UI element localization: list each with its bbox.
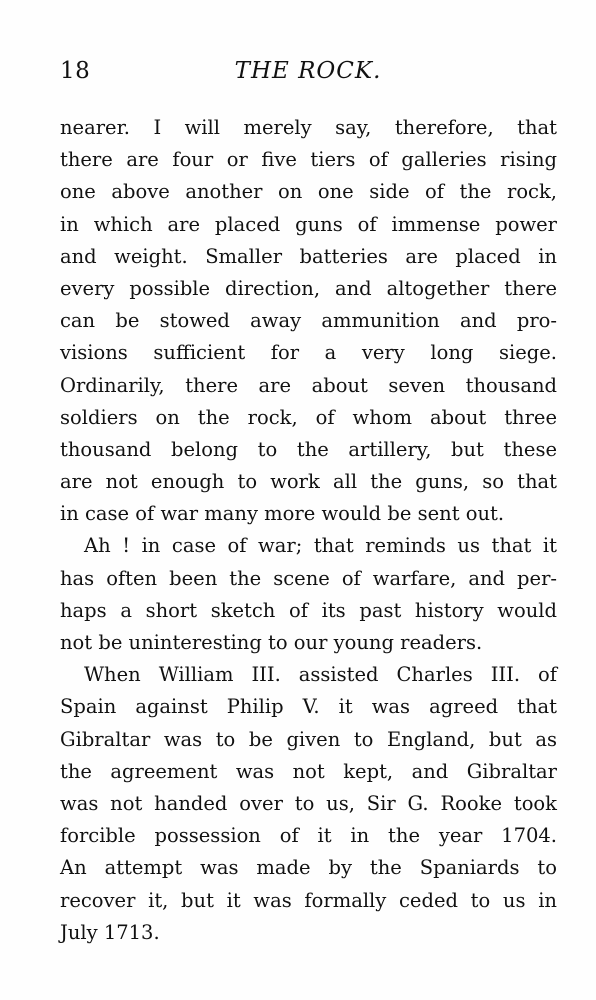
page-header [0, 56, 596, 86]
paragraph [60, 659, 557, 949]
text-line: When William III. assisted Charles III. of [84, 663, 557, 687]
text-line: forcible possession of it in the year 1704. [60, 824, 557, 848]
text-line: Ah ! in case of war; that reminds us that it [84, 534, 557, 558]
text-line: was not handed over to us, Sir G. Rooke took [60, 791, 557, 815]
text-line: one above another on one side of the rock, [60, 180, 557, 204]
paragraph [60, 112, 557, 530]
text-line: in which are placed guns of immense power [60, 212, 557, 236]
text-line: every possible direction, and altogether there [60, 276, 557, 300]
page-number: 18 [60, 58, 91, 84]
body-text [60, 112, 557, 949]
text-line: Ordinarily, there are about seven thousand [60, 373, 557, 397]
text-line: the agreement was not kept, and Gibraltar [60, 759, 557, 783]
text-line: nearer. I will merely say, therefore, that [60, 116, 557, 139]
text-line: there are four or five tiers of galleries rising [60, 148, 557, 172]
running-title: THE ROCK. [234, 58, 382, 84]
text-line: An attempt was made by the Spaniards to [60, 856, 557, 880]
text-line: July 1713. [60, 920, 160, 944]
text-line: can be stowed away ammunition and pro- [60, 309, 557, 333]
text-line: has often been the scene of warfare, and per- [60, 566, 557, 590]
text-line: are not enough to work all the guns, so that [60, 470, 557, 494]
text-line: soldiers on the rock, of whom about three [60, 405, 557, 429]
text-line: thousand belong to the artillery, but these [60, 437, 557, 461]
text-line: visions sufficient for a very long siege. [60, 341, 557, 365]
text-line: haps a short sketch of its past history would [60, 598, 557, 622]
paragraph [60, 530, 557, 659]
text-line: in case of war many more would be sent out. [60, 502, 505, 526]
text-line: not be uninteresting to our young readers. [60, 631, 483, 654]
text-line: recover it, but it was formally ceded to us in [60, 888, 557, 912]
text-line: and weight. Smaller batteries are placed in [60, 244, 557, 268]
text-line: Gibraltar was to be given to England, but as [60, 727, 557, 751]
text-line: Spain against Philip V. it was agreed that [60, 695, 557, 719]
